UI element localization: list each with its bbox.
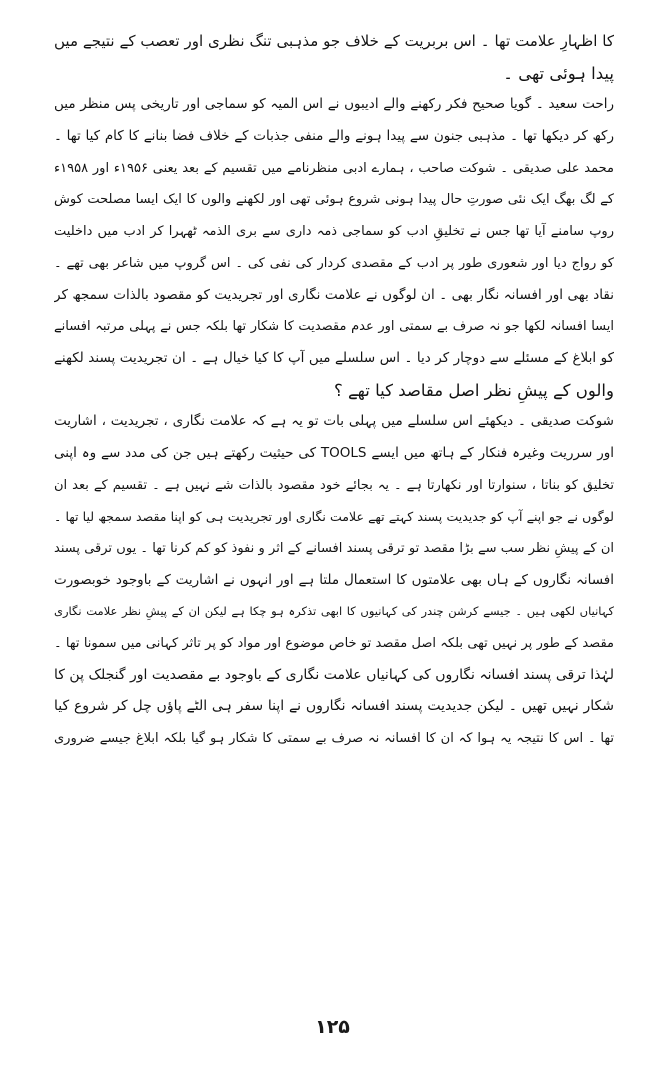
text-line: رکھ کر دیکھا تھا ۔ مذہبی جنون سے پیدا ہونے والے منفی جذبات کے خلاف فضا بنانے کا کام کیا تھا ۔ [54, 128, 614, 145]
text-line: کو رواج دیا اور شعوری طور پر ادب کے مقصدی کردار کی نفی کی ۔ اس گروپ میں شاعر بھی تھے ۔ [54, 255, 614, 271]
text-line: لہٰذا ترقی پسند افسانہ نگاروں کی کہانیاں علامت نگاری کے باوجود بے مقصدیت اور گنجلک پن کا [54, 666, 614, 683]
text-line: ان کے پیشِ نظر سب سے بڑا مقصد تو ترقی پسند افسانے کے اثر و نفوذ کو کم کرنا تھا ۔ یوں ترقی پسند [54, 541, 614, 556]
page-number: ۱۲۵ [315, 1016, 350, 1038]
text-line: کے لگ بھگ ایک نئی صورتِ حال پیدا ہونی شروع ہوئی تھی اور لکھنے والوں کا ایک ایسا مصلحت کوش [54, 192, 614, 208]
text-line: اور سرریت وغیرہ فنکار کے ہاتھ میں ایسے TOOLS کی حیثیت رکھتے ہیں جن کی مدد سے وہ اپنی [54, 444, 614, 461]
page-text [54, 26, 614, 755]
text-line: مقصد کے طور پر نہیں تھی بلکہ اصل مقصد تو خاص موضوع اور مواد کو پر تاثر کہانی میں سمونا تھا ۔ [54, 636, 614, 652]
text-line: نقاد بھی اور افسانہ نگار بھی ۔ ان لوگوں نے علامت نگاری اور تجریدیت کو مقصود بالذات سمجھ کر [54, 286, 614, 303]
text-line: ایسا افسانہ لکھا جو نہ صرف بے سمتی اور عدم مقصدیت کا شکار تھا بلکہ جس نے پہلی مرتبہ افسانے [54, 319, 614, 335]
text-line: تخلیق کو بناتا ، سنوارتا اور نکھارتا ہے ۔ یہ بجائے خود مقصود بالذات شے نہیں ہے ۔ تقسیم کے بعد ان [54, 477, 614, 493]
text-line: شوکت صدیقی ۔ دیکھئے اس سلسلے میں پہلی بات تو یہ ہے کہ علامت نگاری ، تجریدیت ، اشاریت [54, 413, 614, 430]
text-line: شکار نہیں تھیں ۔ لیکن جدیدیت پسند افسانہ نگاروں نے اپنا سفر ہی الٹے پاؤں چل کر شروع کیا [54, 698, 614, 715]
text-line: راحت سعید ۔ گویا صحیح فکر رکھنے والے ادیبوں نے اس المیہ کو سماجی اور تاریخی پس منظر میں [54, 96, 614, 113]
text-line: تھا ۔ اس کا نتیجہ یہ ہوا کہ ان کا افسانہ نہ صرف بے سمتی کا شکار ہو گیا بلکہ ابلاغ جیسے ضروری [54, 731, 614, 747]
text-line: محمد علی صدیقی ۔ شوکت صاحب ، ہمارے ادبی منظرنامے میں تقسیم کے بعد یعنی ۱۹۵۶ء اور ۱۹۵۸ء [54, 160, 614, 176]
text-line: پیدا ہوئی تھی ۔ [503, 63, 614, 83]
text-line: روپ سامنے آیا تھا جس نے تخلیقِ ادب کو سماجی ذمہ داری سے بری الذمہ ٹھہرا کر ادب میں داخلیت [54, 224, 614, 240]
text-line: افسانہ نگاروں کے ہاں بھی علامتوں کا استعمال ملتا ہے اور انہوں نے اشاریت کے باوجود خوبصورت [54, 571, 614, 588]
text-line: لوگوں نے جو اپنے آپ کو جدیدیت پسند کہتے تھے علامت نگاری اور تجریدیت ہی کو اپنا مقصد سمجھ لیا تھا ۔ [54, 509, 614, 525]
text-line: کو ابلاغ کے مسئلے سے دوچار کر دیا ۔ اس سلسلے میں آپ کا کیا خیال ہے ۔ ان تجریدیت پسند لکھنے [54, 349, 614, 366]
text-line: کہانیاں لکھی ہیں ۔ جیسے کرشن چندر کی کہانیوں کا ابھی تذکرہ ہو چکا ہے لیکن ان کے پیشِ نظر علامت نگاری [54, 604, 614, 619]
text-line: والوں کے پیشِ نظر اصل مقاصد کیا تھے ؟ [333, 380, 614, 400]
text-line: کا اظہارِ علامت تھا ۔ اس بربریت کے خلاف جو مذہبی تنگ نظری اور تعصب کے نتیجے میں [54, 32, 614, 50]
